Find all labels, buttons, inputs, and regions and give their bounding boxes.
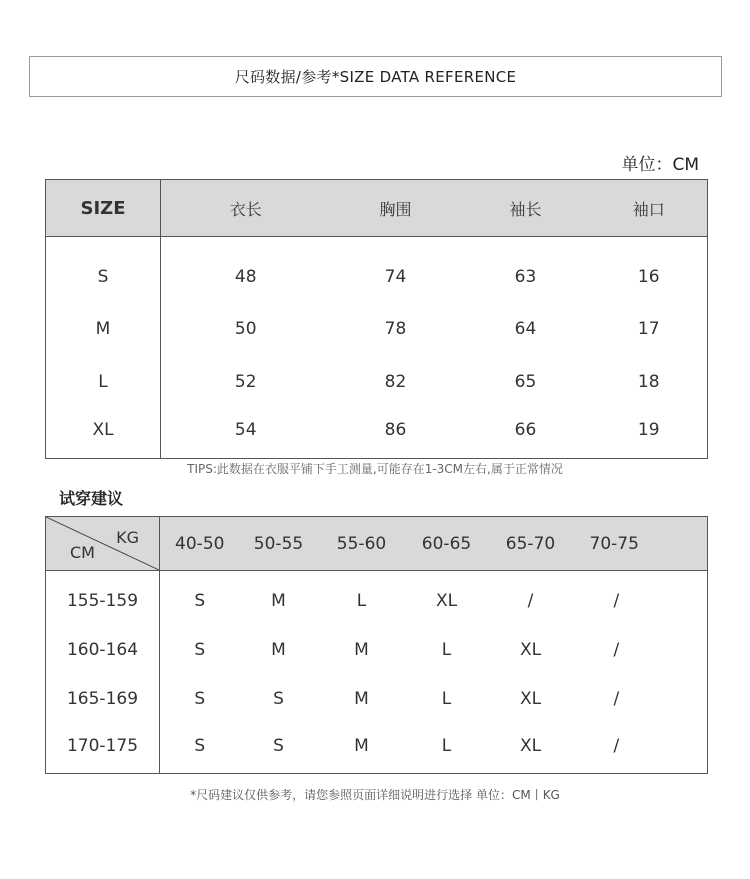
weight-header: 60-65: [406, 517, 488, 571]
fit-cell: S: [273, 689, 284, 709]
fit-cell: S: [194, 591, 206, 612]
page-title: 尺码数据/参考*SIZE DATA REFERENCE: [29, 56, 722, 97]
table-row: [46, 724, 708, 774]
fit-cell: /: [613, 591, 620, 612]
length-cell: 54: [234, 420, 257, 441]
chest-cell: 82: [384, 372, 407, 392]
corner-kg-label: KG: [116, 528, 139, 547]
fit-cell: M: [271, 591, 286, 612]
length-cell: 48: [234, 266, 257, 287]
diagonal-divider: [46, 517, 159, 570]
height-cell: 155-159: [46, 571, 160, 626]
header-size: SIZE: [46, 180, 161, 237]
table-row: [46, 571, 708, 626]
header-length: 衣长: [161, 180, 331, 237]
fit-cell: /: [613, 640, 620, 660]
fit-cell: /: [527, 591, 534, 612]
chest-cell: 74: [384, 266, 407, 287]
chest-cell: 86: [384, 420, 407, 441]
table-row: [46, 303, 708, 356]
header-cuff: 袖口: [591, 180, 708, 237]
height-cell: 170-175: [46, 724, 160, 774]
cuff-cell: 16: [637, 266, 660, 287]
fit-table-header-row: [46, 517, 708, 571]
fit-cell: M: [354, 640, 369, 660]
size-cell: S: [46, 237, 161, 303]
size-data-table: [45, 179, 708, 459]
fit-cell: S: [194, 689, 206, 709]
sleeve-cell: 64: [514, 319, 537, 339]
fit-cell: S: [273, 736, 284, 757]
height-cell: 165-169: [46, 675, 160, 724]
fit-cell: /: [613, 689, 620, 709]
table-row: [46, 409, 708, 459]
footnote: *尺码建议仅供参考，请您参照页面详细说明进行选择 单位：CM丨KG: [190, 788, 560, 802]
fit-cell: /: [613, 736, 620, 757]
fit-cell: S: [194, 736, 206, 757]
unit-label: 单位：CM: [621, 155, 699, 175]
weight-header: 70-75: [574, 517, 708, 571]
header-chest: 胸围: [331, 180, 461, 237]
fit-cell: M: [354, 736, 369, 757]
size-cell: M: [46, 303, 161, 356]
weight-header: 65-70: [488, 517, 574, 571]
corner-cell: [46, 517, 160, 571]
table-row: [46, 626, 708, 675]
sleeve-cell: 66: [514, 420, 537, 441]
weight-header: 50-55: [240, 517, 318, 571]
sleeve-cell: 65: [514, 372, 537, 392]
fit-cell: L: [441, 689, 452, 709]
fit-recommendation-table: [45, 516, 708, 774]
cuff-cell: 18: [637, 372, 660, 392]
cuff-cell: 17: [637, 319, 660, 339]
fit-cell: XL: [519, 689, 542, 709]
table-row: [46, 675, 708, 724]
height-cell: 160-164: [46, 626, 160, 675]
fit-cell: L: [441, 736, 452, 757]
corner-cm-label: CM: [70, 543, 95, 562]
fit-cell: L: [356, 591, 367, 612]
table-row: [46, 237, 708, 303]
fit-cell: L: [441, 640, 452, 660]
table-row: [46, 356, 708, 409]
size-table-header-row: [46, 180, 708, 237]
size-cell: L: [46, 356, 161, 409]
tips-note: TIPS:此数据在衣服平铺下手工测量,可能存在1-3CM左右,属于正常情况: [187, 462, 563, 476]
length-cell: 50: [234, 319, 257, 339]
fit-cell: M: [271, 640, 286, 660]
chest-cell: 78: [384, 319, 407, 339]
fit-cell: M: [354, 689, 369, 709]
fit-cell: XL: [435, 591, 458, 612]
size-cell: XL: [46, 409, 161, 459]
weight-header: 55-60: [318, 517, 406, 571]
fit-cell: XL: [519, 640, 542, 660]
sleeve-cell: 63: [514, 266, 537, 287]
fit-section-title: 试穿建议: [59, 489, 124, 508]
cuff-cell: 19: [637, 420, 660, 441]
fit-cell: XL: [519, 736, 542, 757]
weight-header: 40-50: [160, 517, 240, 571]
header-sleeve: 袖长: [461, 180, 591, 237]
length-cell: 52: [234, 372, 257, 392]
fit-cell: S: [194, 640, 206, 660]
